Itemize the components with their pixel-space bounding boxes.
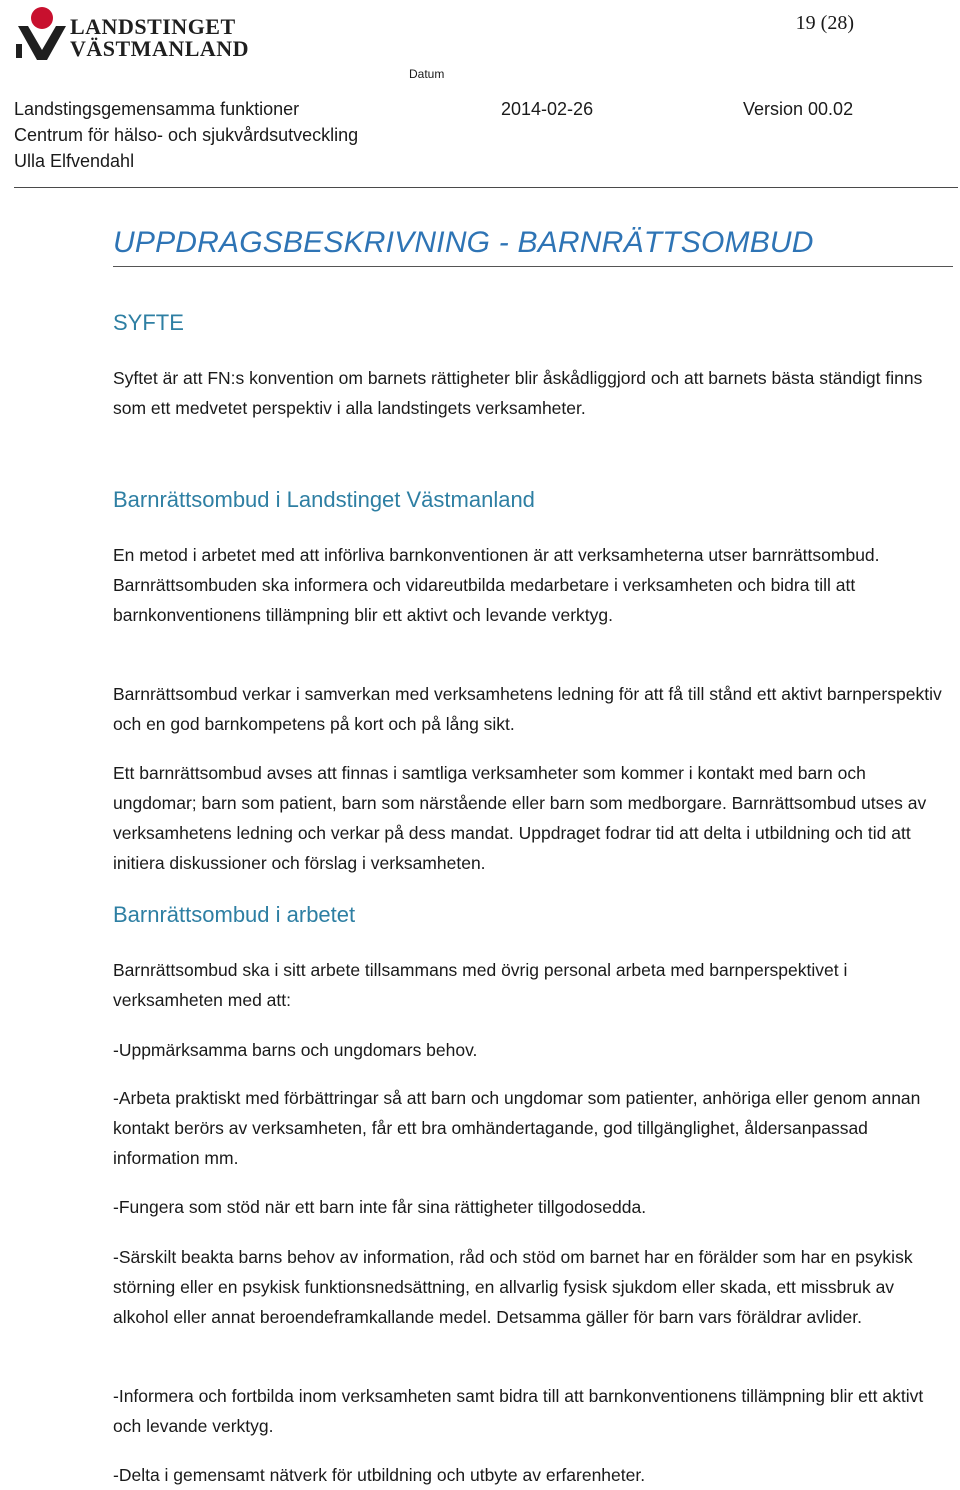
logo-emblem-icon — [14, 4, 70, 62]
logo-text-vastmanland: VÄSTMANLAND — [70, 36, 250, 61]
list-item-informera: -Informera och fortbilda inom verksamheten samt bidra till att barnkonventionens tillämpning blir ett aktivt och levande verktyg. — [113, 1386, 924, 1436]
section-heading-barnrattsombud: Barnrättsombud i Landstinget Västmanland — [113, 487, 535, 512]
paragraph-metod: En metod i arbetet med att införliva barnkonventionen är att verksamheterna utser barnrättsombud. Barnrättsombuden ska informera och vidareutbilda medarbetare i verksamheten och bidra till att barnkonventionens tillämpning blir ett aktivt och levande verktyg. — [113, 545, 880, 625]
title-divider — [113, 266, 953, 267]
section-heading-arbetet: Barnrättsombud i arbetet — [113, 902, 356, 927]
paragraph-arbetet-intro: Barnrättsombud ska i sitt arbete tillsammans med övrig personal arbeta med barnperspektivet i verksamheten med att: — [113, 960, 848, 1010]
header-center: Centrum för hälso- och sjukvårdsutveckling — [14, 125, 359, 145]
header-unit: Landstingsgemensamma funktioner — [14, 99, 300, 119]
paragraph-uppdrag: Ett barnrättsombud avses att finnas i samtliga verksamheter som kommer i kontakt med barn och ungdomar; barn som patient, barn som närstående eller barn som medborgare. Barnrättsombud utses av verksamhetens ledning och verkar på dess mandat. Uppdraget fodrar tid att delta i utbildning och tid att initiera diskussioner och förslag i verksamheten. — [113, 763, 927, 873]
list-item-uppmarksamma: -Uppmärksamma barns och ungdomars behov. — [113, 1040, 478, 1060]
page-number: 19 (28) — [795, 12, 854, 34]
list-item-fungera-som-stod: -Fungera som stöd när ett barn inte får sina rättigheter tillgodosedda. — [113, 1197, 647, 1217]
list-item-delta: -Delta i gemensamt nätverk för utbildning och utbyte av erfarenheter. — [113, 1465, 646, 1485]
list-item-arbeta-praktiskt: -Arbeta praktiskt med förbättringar så att barn och ungdomar som patienter, anhöriga eller genom annan kontakt berörs av verksamheten, får ett bra omhändertagande, god tillgänglighet, åldersanpassad information mm. — [113, 1088, 921, 1168]
header-version: Version 00.02 — [743, 99, 854, 119]
section-heading-syfte: SYFTE — [113, 310, 184, 335]
logo-text-landstinget: LANDSTINGET — [70, 14, 236, 39]
paragraph-samverkan: Barnrättsombud verkar i samverkan med verksamhetens ledning för att få till stånd ett aktivt barnperspektiv och en god barnkompetens på kort och på lång sikt. — [113, 684, 942, 734]
organization-logo — [14, 4, 250, 62]
datum-label: Datum — [409, 67, 445, 81]
header-author: Ulla Elfvendahl — [14, 151, 135, 171]
paragraph-syfte: Syftet är att FN:s konvention om barnets rättigheter blir åskådliggjord och att barnets bästa ständigt finns som ett medvetet perspektiv i alla landstingets verksamheter. — [113, 368, 923, 418]
header-date: 2014-02-26 — [501, 99, 594, 119]
list-item-sarskilt-beakta: -Särskilt beakta barns behov av information, råd och stöd om barnet har en förälder som har en psykisk störning eller en psykisk funktionsnedsättning, en allvarlig fysisk sjukdom eller skada, ett missbruk av alkohol eller annat beroendeframkallande medel. Detsamma gäller för barn vars föräldrar avlider. — [113, 1247, 913, 1327]
document-title: UPPDRAGSBESKRIVNING - BARNRÄTTSOMBUD — [113, 226, 814, 259]
header-divider — [14, 187, 958, 188]
